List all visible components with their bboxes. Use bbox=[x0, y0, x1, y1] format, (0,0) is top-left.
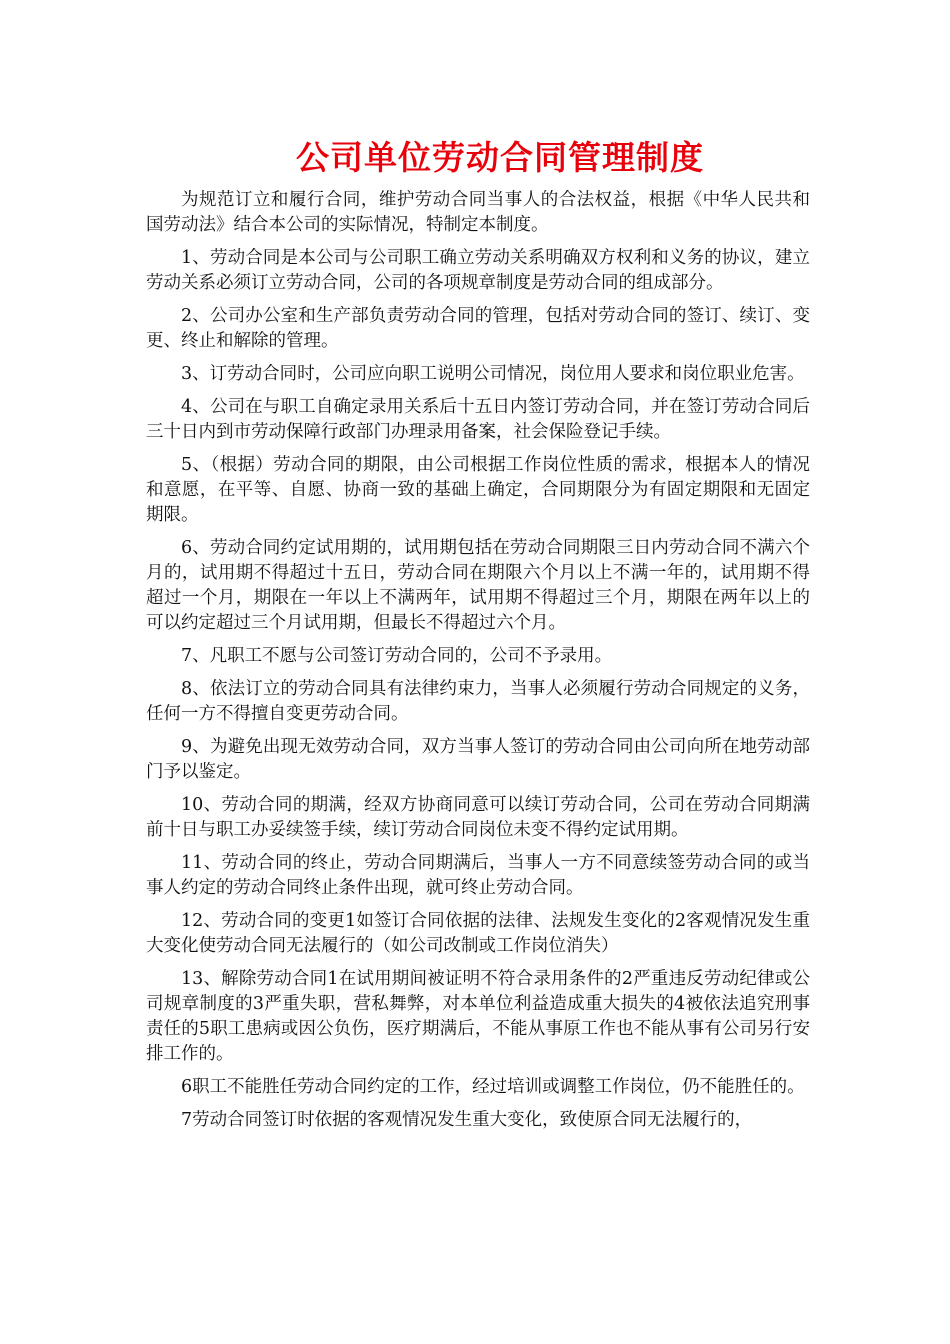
clause-2-paragraph: 2、公司办公室和生产部负责劳动合同的管理，包括对劳动合同的签订、续订、变更、终止和解除的管理。 bbox=[146, 306, 810, 351]
clause-3-paragraph: 3、订劳动合同时，公司应向职工说明公司情况，岗位用人要求和岗位职业危害。 bbox=[181, 364, 805, 384]
clause-10-paragraph: 10、劳动合同的期满，经双方协商同意可以续订劳动合同，公司在劳动合同期满前十日与职工办妥续签手续，续订劳动合同岗位未变不得约定试用期。 bbox=[146, 795, 810, 840]
clause-11-paragraph: 11、劳动合同的终止，劳动合同期满后，当事人一方不同意续签劳动合同的或当事人约定的劳动合同终止条件出现，就可终止劳动合同。 bbox=[146, 853, 810, 898]
clause-5-paragraph: 5、（根据）劳动合同的期限，由公司根据工作岗位性质的需求，根据本人的情况和意愿，在平等、自愿、协商一致的基础上确定，合同期限分为有固定期限和无固定期限。 bbox=[146, 455, 810, 525]
clause-7-paragraph: 7、凡职工不愿与公司签订劳动合同的，公司不予录用。 bbox=[181, 646, 613, 666]
clause-6-paragraph: 6、劳动合同约定试用期的，试用期包括在劳动合同期限三日内劳动合同不满六个月的，试用期不得超过十五日，劳动合同在期限六个月以上不满一年的，试用期不得超过一个月，期限在一年以上不满两年，试用期不得超过三个月，期限在两年以上的可以约定超过三个月试用期，但最长不得超过六个月。 bbox=[146, 538, 810, 633]
clause-13-item-7-paragraph: 7劳动合同签订时依据的客观情况发生重大变化，致使原合同无法履行的， bbox=[181, 1110, 753, 1130]
clause-9-paragraph: 9、为避免出现无效劳动合同，双方当事人签订的劳动合同由公司向所在地劳动部门予以鉴定。 bbox=[146, 737, 810, 782]
clause-8-paragraph: 8、依法订立的劳动合同具有法律约束力，当事人必须履行劳动合同规定的义务，任何一方不得擅自变更劳动合同。 bbox=[146, 679, 810, 724]
clause-4-paragraph: 4、公司在与职工自确定录用关系后十五日内签订劳动合同，并在签订劳动合同后三十日内到市劳动保障行政部门办理录用备案，社会保险登记手续。 bbox=[146, 397, 810, 442]
clause-13-paragraph: 13、解除劳动合同1在试用期间被证明不符合录用条件的2严重违反劳动纪律或公司规章制度的3严重失职，营私舞弊，对本单位利益造成重大损失的4被依法追究刑事责任的5职工患病或因公负伤，医疗期满后，不能从事原工作也不能从事有公司另行安排工作的。 bbox=[146, 969, 810, 1064]
clause-12-paragraph: 12、劳动合同的变更1如签订合同依据的法律、法规发生变化的2客观情况发生重大变化使劳动合同无法履行的（如公司改制或工作岗位消失） bbox=[146, 911, 810, 956]
document-body bbox=[146, 188, 810, 1141]
document-title: 公司单位劳动合同管理制度 bbox=[296, 138, 704, 177]
clause-13-item-6-paragraph: 6职工不能胜任劳动合同约定的工作，经过培训或调整工作岗位，仍不能胜任的。 bbox=[181, 1077, 805, 1097]
intro-paragraph: 为规范订立和履行合同，维护劳动合同当事人的合法权益，根据《中华人民共和国劳动法》结合本公司的实际情况，特制定本制度。 bbox=[146, 190, 810, 235]
clause-1-paragraph: 1、劳动合同是本公司与公司职工确立劳动关系明确双方权利和义务的协议，建立劳动关系必须订立劳动合同，公司的各项规章制度是劳动合同的组成部分。 bbox=[146, 248, 810, 293]
